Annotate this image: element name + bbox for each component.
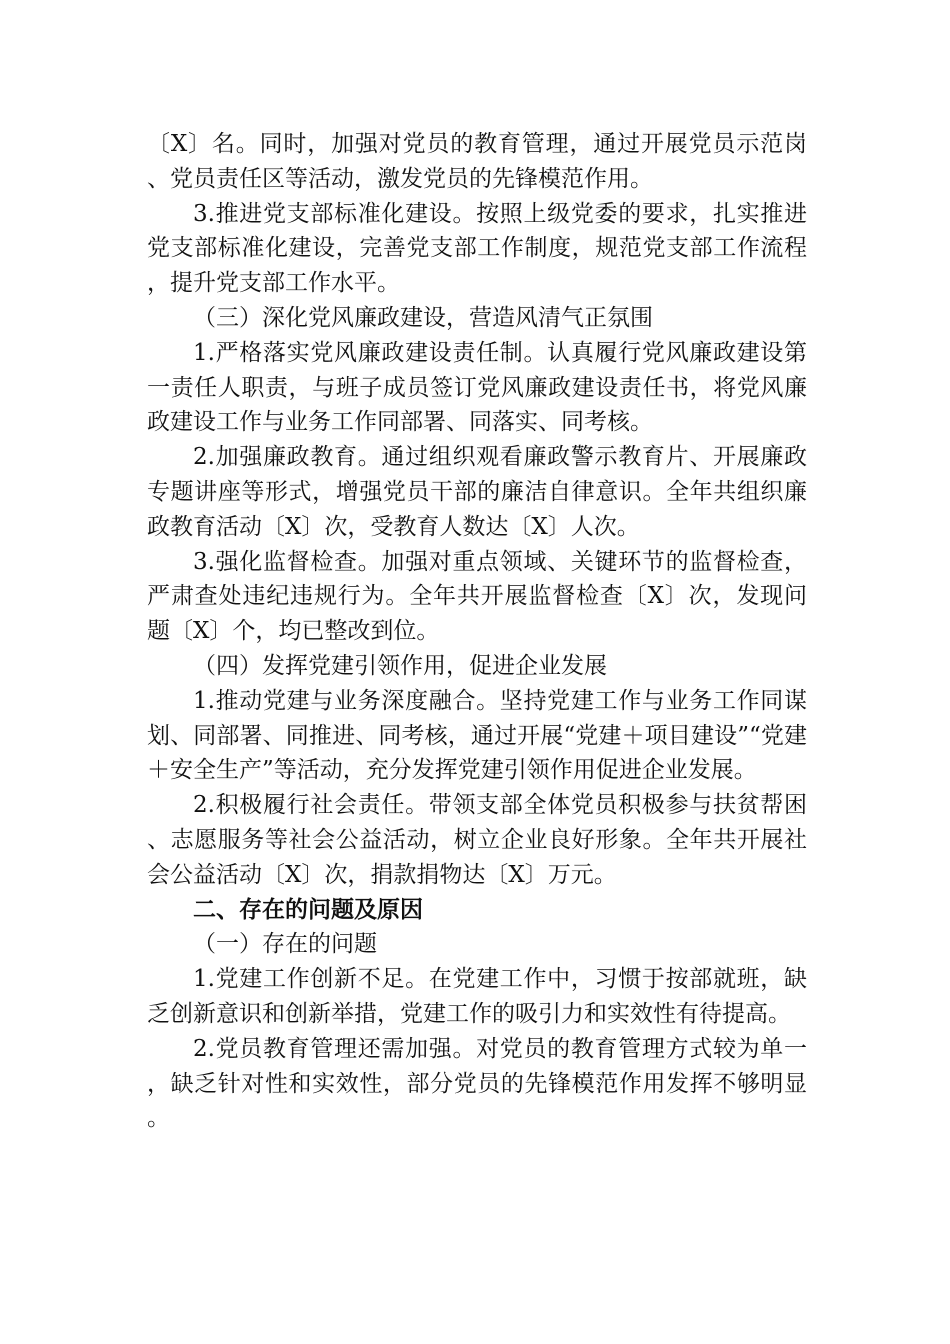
subheading-leadership: （四）发挥党建引领作用，促进企业发展 <box>193 652 607 679</box>
section-heading-problems: 二、存在的问题及原因 <box>193 895 423 923</box>
paragraph-supervision: 3.强化监督检查。加强对重点领域、关键环节的监督检查，严肃查处违纪违规行为。全年共开展监督检查〔X〕次，发现问题〔X〕个，均已整改到位。 <box>147 548 807 645</box>
subheading-existing-problems: （一）存在的问题 <box>193 931 377 958</box>
paragraph-continued: 〔X〕名。同时，加强对党员的教育管理，通过开展党员示范岗、党员责任区等活动，激发党员的先锋模范作用。 <box>147 131 807 192</box>
paragraph-innovation: 1.党建工作创新不足。在党建工作中，习惯于按部就班，缺乏创新意识和创新举措，党建工作的吸引力和实效性有待提高。 <box>147 966 807 1027</box>
paragraph-member-management: 2.党员教育管理还需加强。对党员的教育管理方式较为单一，缺乏针对性和实效性，部分党员的先锋模范作用发挥不够明显。 <box>147 1035 807 1132</box>
paragraph-education: 2.加强廉政教育。通过组织观看廉政警示教育片、开展廉政专题讲座等形式，增强党员干部的廉洁自律意识。全年共组织廉政教育活动〔X〕次，受教育人数达〔X〕人次。 <box>147 444 807 540</box>
paragraph-integration: 1.推动党建与业务深度融合。坚持党建工作与业务工作同谋划、同部署、同推进、同考核，通过开展“党建＋项目建设”“党建＋安全生产”等活动，充分发挥党建引领作用促进企业发展。 <box>147 687 807 784</box>
document-body <box>147 127 807 1136</box>
subheading-integrity: （三）深化党风廉政建设，营造风清气正氛围 <box>193 304 653 331</box>
paragraph-social-responsibility: 2.积极履行社会责任。带领支部全体党员积极参与扶贫帮困、志愿服务等社会公益活动，树立企业良好形象。全年共开展社会公益活动〔X〕次，捐款捐物达〔X〕万元。 <box>147 792 807 888</box>
paragraph-responsibility: 1.严格落实党风廉政建设责任制。认真履行党风廉政建设第一责任人职责，与班子成员签订党风廉政建设责任书，将党风廉政建设工作与业务工作同部署、同落实、同考核。 <box>147 339 807 436</box>
paragraph-standardization: 3.推进党支部标准化建设。按照上级党委的要求，扎实推进党支部标准化建设，完善党支部工作制度，规范党支部工作流程，提升党支部工作水平。 <box>147 200 807 297</box>
